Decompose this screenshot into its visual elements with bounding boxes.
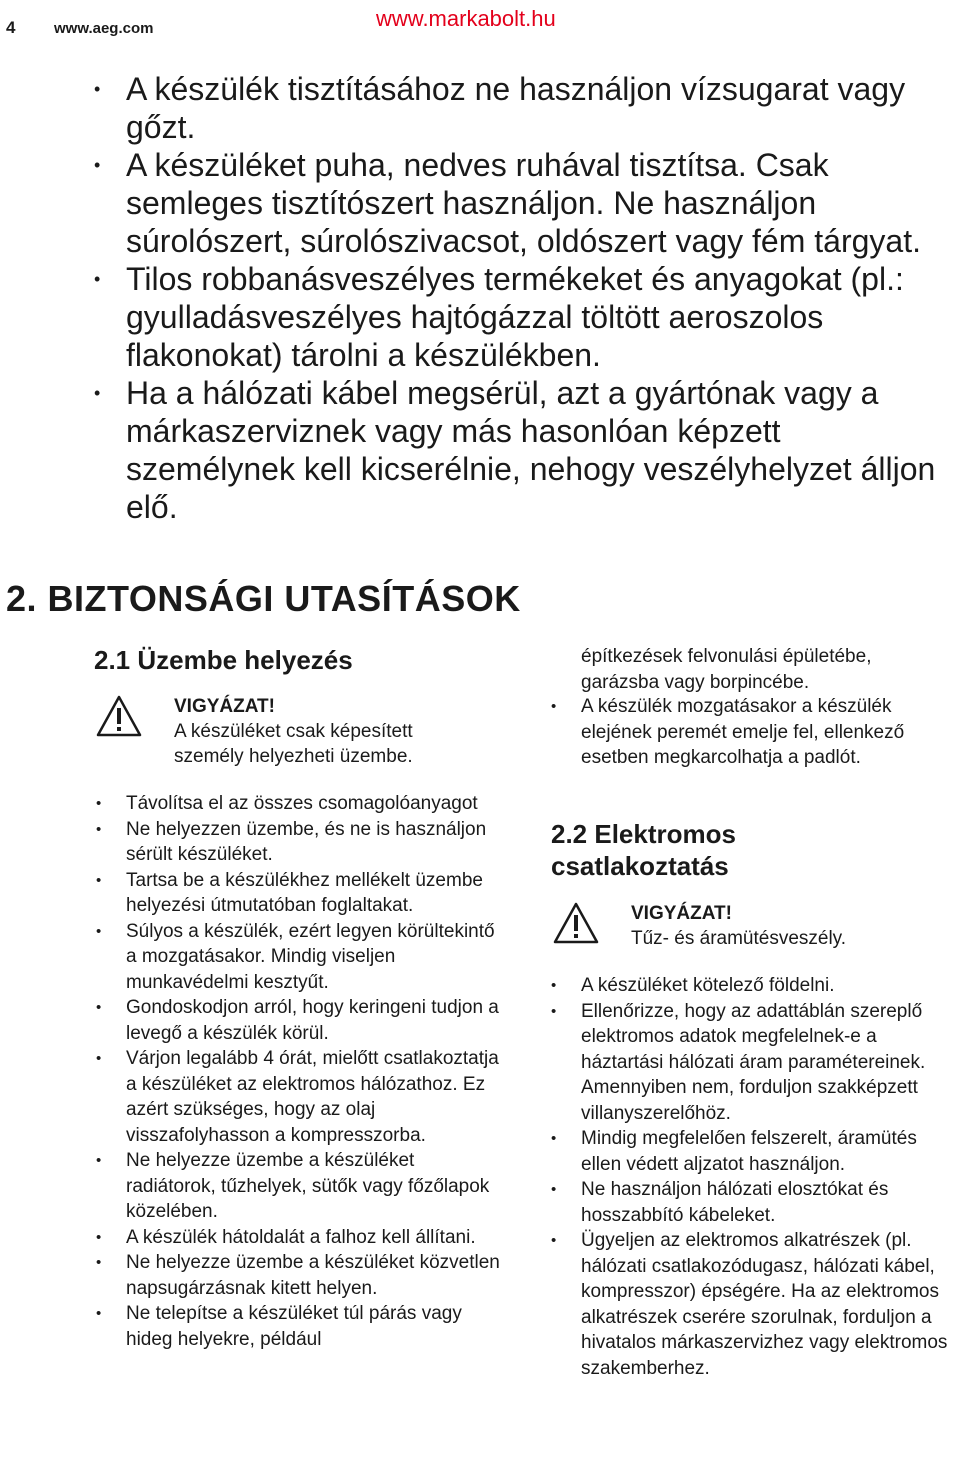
warning-triangle-icon xyxy=(96,694,142,738)
list-item: • Tartsa be a készülékhez mellékelt üzembe helyezési útmutatóban foglaltakat. xyxy=(96,868,500,919)
site-url[interactable]: www.aeg.com xyxy=(54,20,154,37)
list-item: • Mindig megfelelően felszerelt, áramütés ellen védett aljzatot használjon. xyxy=(551,1126,956,1177)
top-bullet-list xyxy=(94,70,954,526)
page-header xyxy=(0,0,960,50)
list-item: • Várjon legalább 4 órát, mielőtt csatlakoztatja a készüléket az elektromos hálózathoz. Ez azért szükséges, hogy az olaj visszafolyhasson a kompresszorba. xyxy=(96,1046,500,1148)
list-item: • A készülék hátoldalát a falhoz kell állítani. xyxy=(96,1225,500,1251)
warning-box-installation xyxy=(96,694,476,774)
continued-text: építkezések felvonulási épületébe, garázsba vagy borpincébe. xyxy=(581,646,872,693)
warning-box-electrical xyxy=(553,901,933,961)
warning-label: VIGYÁZAT! xyxy=(174,696,275,717)
list-item: • A készüléket kötelező földelni. xyxy=(551,973,956,999)
list-item: • Ne használjon hálózati elosztókat és hosszabbító kábeleket. xyxy=(551,1177,956,1228)
warning-text: Tűz- és áramütésveszély. xyxy=(631,928,847,949)
installation-bullet-list-continued xyxy=(551,694,956,771)
list-item: • Ne helyezze üzembe a készüléket közvetlen napsugárzásnak kitett helyen. xyxy=(96,1250,500,1301)
list-item: • Gondoskodjon arról, hogy keringeni tudjon a levegő a készülék körül. xyxy=(96,995,500,1046)
list-item: • Távolítsa el az összes csomagolóanyagot xyxy=(96,791,500,817)
warning-text-block xyxy=(174,694,474,769)
list-item: • Tilos robbanásveszélyes termékeket és anyagokat (pl.: gyulladásveszélyes hajtógázzal töltött aeroszolos flakonokat) tárolni a készülékben. xyxy=(94,260,954,374)
page-number: 4 xyxy=(6,18,16,37)
list-item: • Ügyeljen az elektromos alkatrészek (pl. hálózati csatlakozódugasz, hálózati kábel, kompresszor) épségére. Ha az elektromos alkatrészek cserére szorulnak, forduljon a hivatalos márkaszervizhez vagy elektromos szakemberhez. xyxy=(551,1228,956,1381)
watermark-url[interactable]: www.markabolt.hu xyxy=(376,6,556,31)
list-item: • A készülék tisztításához ne használjon vízsugarat vagy gőzt. xyxy=(94,70,954,146)
warning-text: A készüléket csak képesített személy helyezheti üzembe. xyxy=(174,721,413,767)
section-title-installation: 2.1 Üzembe helyezés xyxy=(94,645,353,675)
section-title-electrical: 2.2 Elektromos csatlakoztatás xyxy=(551,819,736,881)
list-item: • A készülék mozgatásakor a készülék elejének peremét emelje fel, ellenkező esetben megkarcolhatja a padlót. xyxy=(551,694,956,771)
list-item: • Ellenőrizze, hogy az adattáblán szereplő elektromos adatok megfelelnek-e a háztartási hálózati áram paramétereinek. Amennyiben nem, forduljon szakképzett villanyszerelőhöz. xyxy=(551,999,956,1127)
list-item: • Súlyos a készülék, ezért legyen körültekintő a mozgatásakor. Mindig viseljen munkavédelmi kesztyűt. xyxy=(96,919,500,996)
warning-label: VIGYÁZAT! xyxy=(631,903,732,924)
warning-triangle-icon xyxy=(553,901,599,945)
list-item: • A készüléket puha, nedves ruhával tisztítsa. Csak semleges tisztítószert használjon. Ne használjon súrolószert, súrolószivacsot, oldószert vagy fém tárgyat. xyxy=(94,146,954,260)
installation-bullet-list xyxy=(96,791,500,1352)
electrical-bullet-list xyxy=(551,973,956,1381)
list-item: • Ne helyezzen üzembe, és ne is használjon sérült készüléket. xyxy=(96,817,500,868)
list-item: • Ne telepítse a készüléket túl párás vagy hideg helyekre, például xyxy=(96,1301,500,1352)
list-item: • Ne helyezze üzembe a készüléket radiátorok, tűzhelyek, sütők vagy főzőlapok közelében. xyxy=(96,1148,500,1225)
list-item: • Ha a hálózati kábel megsérül, azt a gyártónak vagy a márkaszerviznek vagy más hasonlóan képzett személynek kell kicserélnie, nehogy veszélyhelyzet álljon elő. xyxy=(94,374,954,526)
warning-text-block xyxy=(631,901,931,951)
chapter-title: 2. BIZTONSÁGI UTASÍTÁSOK xyxy=(6,578,521,619)
